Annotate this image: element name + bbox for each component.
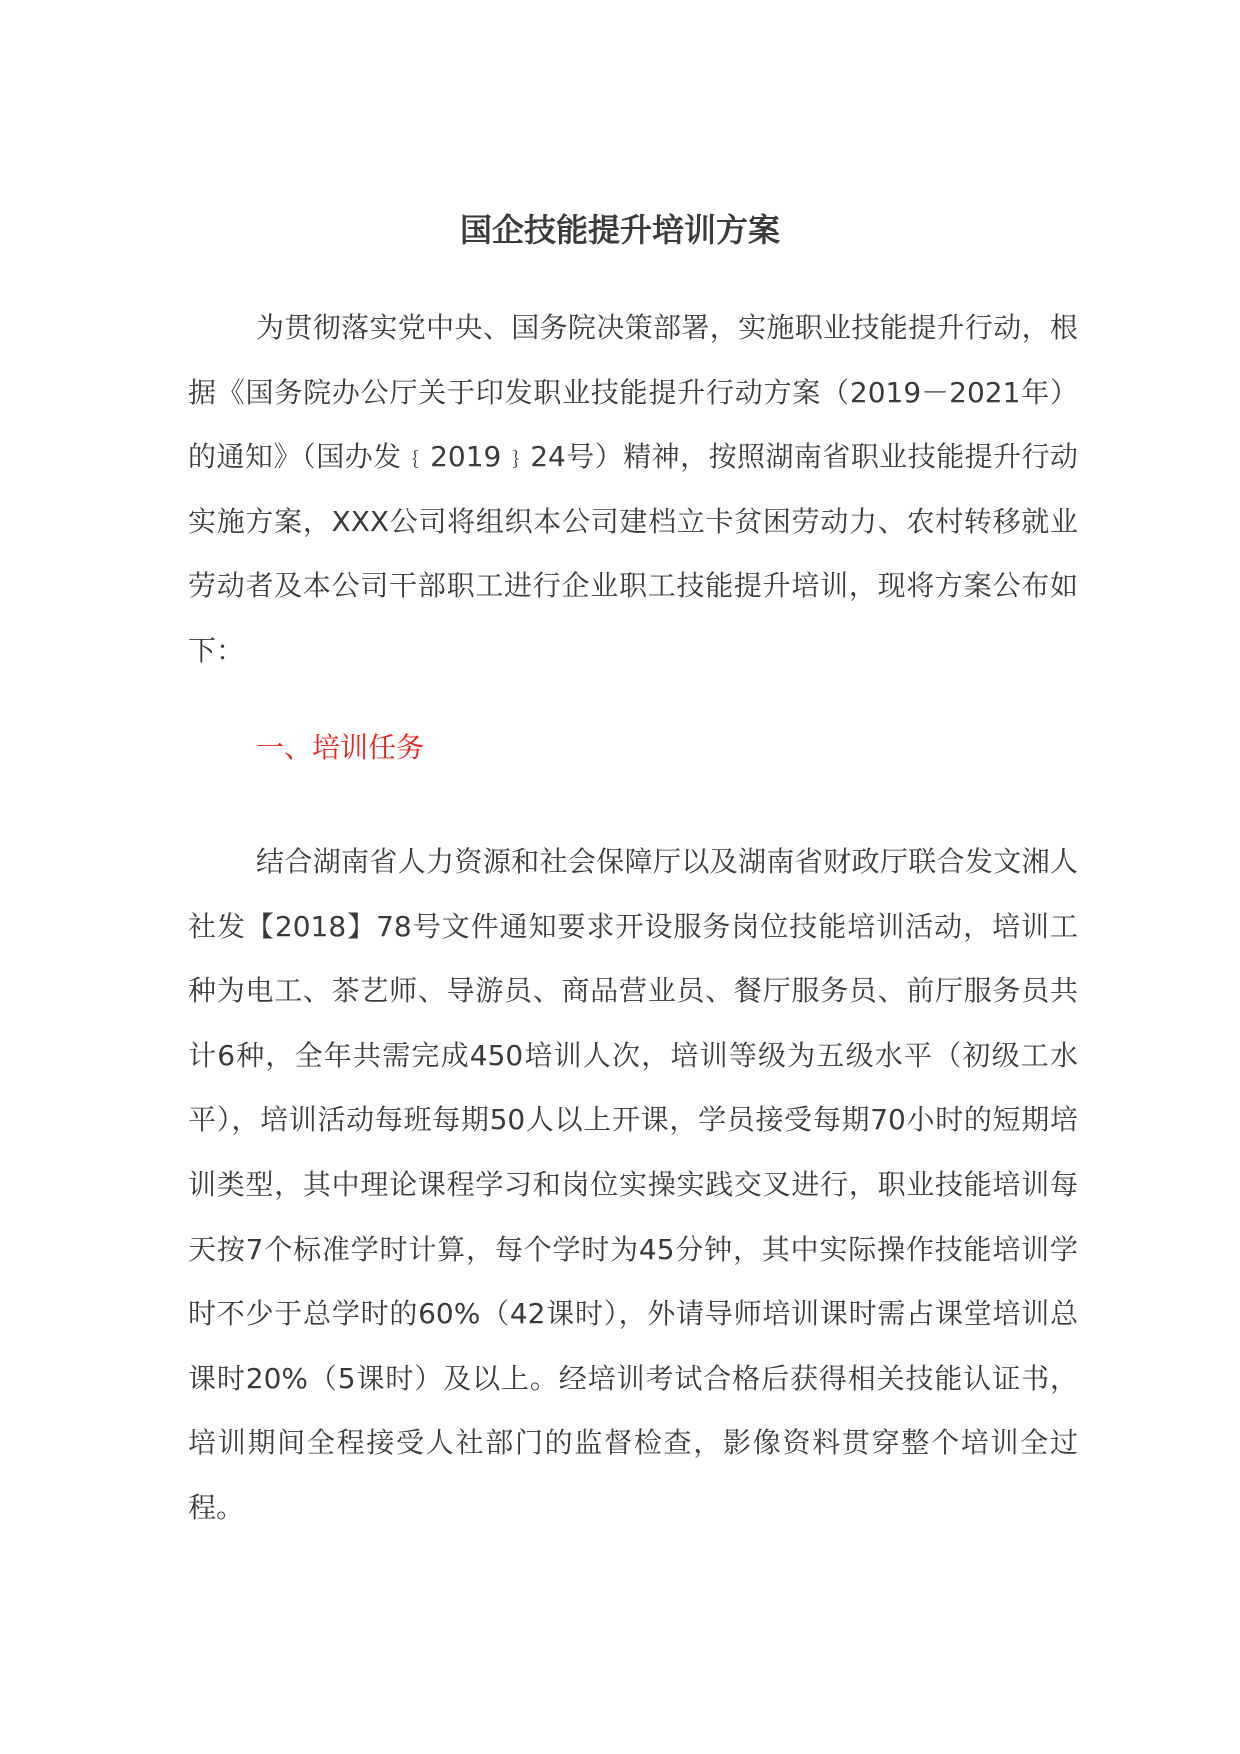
intro-paragraph: 为贯彻落实党中央、国务院决策部署，实施职业技能提升行动，根据《国务院办公厅关于印发职业技能提升行动方案（2019－2021年）的通知》（国办发﹛2019﹜24号）精神，按照湖南省职业技能提升行动实施方案，XXX公司将组织本公司建档立卡贫困劳动力、农村转移就业劳动者及本公司干部职工进行企业职工技能提升培训，现将方案公布如下： [188,311,1078,667]
intro-section [188,296,1078,684]
training-tasks-paragraph: 结合湖南省人力资源和社会保障厅以及湖南省财政厅联合发文湘人社发【2018】78号文件通知要求开设服务岗位技能培训活动，培训工种为电工、茶艺师、导游员、商品营业员、餐厅服务员、前厅服务员共计6种，全年共需完成450培训人次，培训等级为五级水平（初级工水平），培训活动每班每期50人以上开课，学员接受每期70小时的短期培训类型，其中理论课程学习和岗位实操实践交叉进行，职业技能培训每天按7个标准学时计算，每个学时为45分钟，其中实际操作技能培训学时不少于总学时的60%（42课时），外请导师培训课时需占课堂培训总课时20%（5课时）及以上。经培训考试合格后获得相关技能认证书，培训期间全程接受人社部门的监督检查，影像资料贯穿整个培训全过程。 [188,845,1078,1524]
document-title: 国企技能提升培训方案 [459,211,780,249]
training-tasks-section [188,830,1078,1541]
section-heading-training-tasks: 一、培训任务 [256,731,425,764]
